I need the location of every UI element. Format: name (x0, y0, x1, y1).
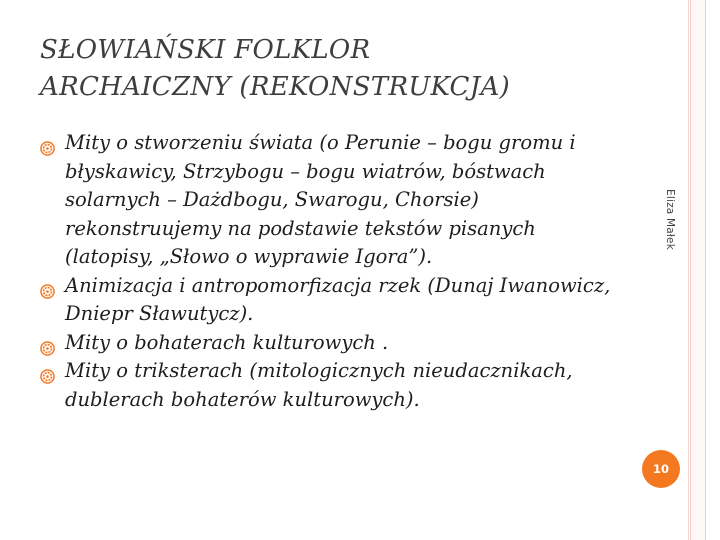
bullet-text: Animizacja i antropomorfizacja rzek (Dunaj Iwanowicz, Dniepr Sławutycz). (65, 273, 611, 325)
bullet-text: Mity o stworzeniu świata (o Perunie – bogu gromu i błyskawicy, Strzybogu – bogu wiatrów, bóstwach solarnych – Dażdbogu, Swarogu, Chorsie) rekonstruujemy na podstawie tekstów pisanych (latopisy, „Słowo o wyprawie Igora”). (65, 131, 576, 268)
gear-bullet-icon (40, 364, 55, 379)
bullet-item (38, 329, 628, 358)
bullet-text: Mity o triksterach (mitologicznych nieudacznikach, dublerach bohaterów kulturowych). (65, 359, 573, 411)
gear-bullet-icon (40, 136, 55, 151)
slide-title-line-2: ARCHAICZNY (REKONSTRUKCJA) (40, 72, 510, 102)
bullet-item (38, 272, 628, 329)
bullet-item (38, 357, 628, 414)
decorative-frame-line (688, 0, 689, 540)
slide-title (40, 32, 640, 106)
gear-bullet-icon (40, 279, 55, 294)
page-number: 10 (652, 462, 669, 476)
page-number-badge (642, 450, 680, 488)
bullet-list (38, 129, 628, 414)
bullet-text: Mity o bohaterach kulturowych . (65, 330, 389, 354)
gear-bullet-icon (40, 336, 55, 351)
bullet-item (38, 129, 628, 272)
decorative-frame-right (690, 0, 706, 540)
slide-title-line-1: SŁOWIAŃSKI FOLKLOR (40, 35, 371, 65)
author-sidebar-label: Eliza Małek (664, 189, 676, 250)
